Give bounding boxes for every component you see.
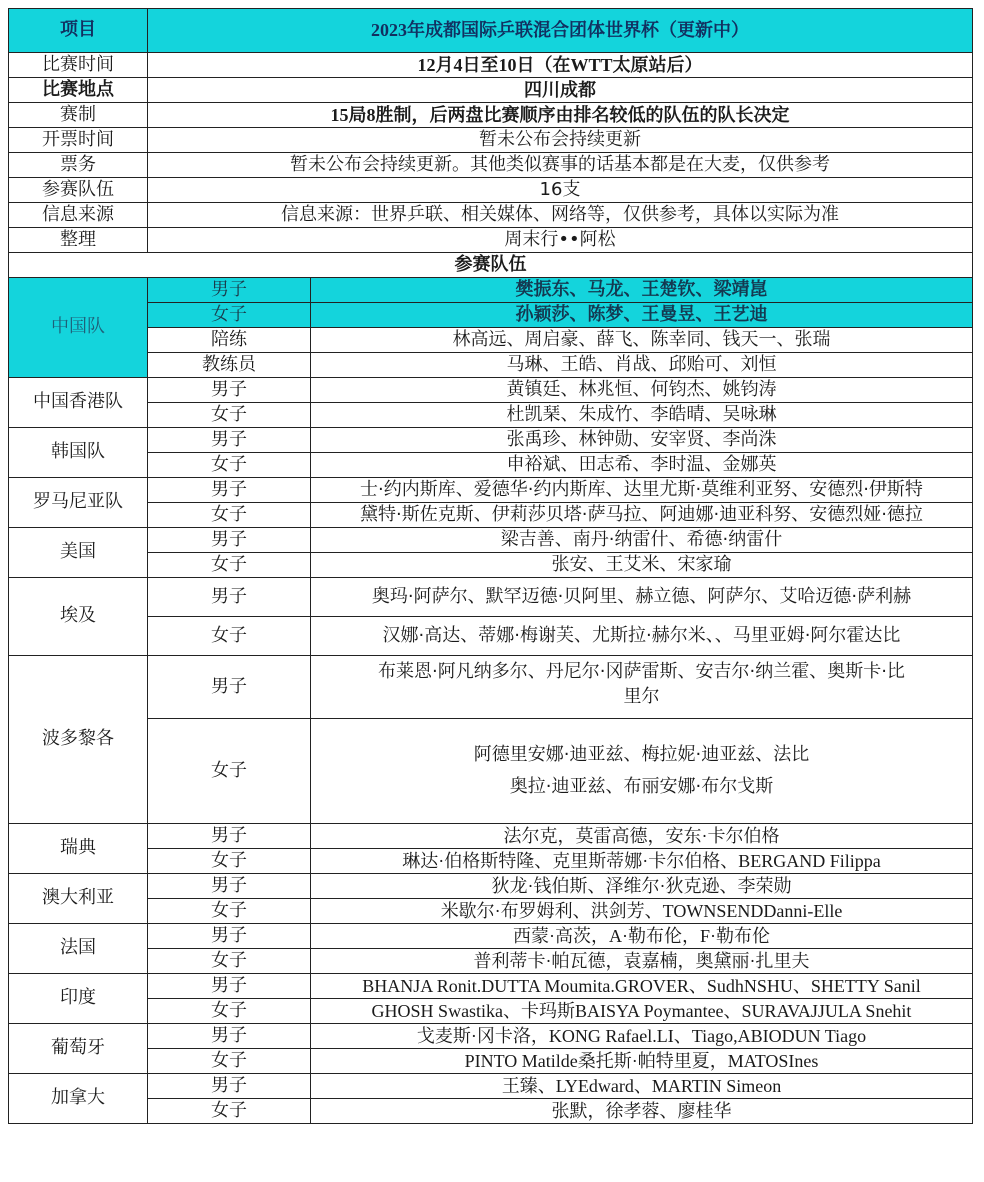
category-label: 教练员 bbox=[148, 353, 311, 378]
player-names: 张禹珍、林钟勋、安宰贤、李尚洙 bbox=[311, 428, 973, 453]
player-names: 士·约内斯库、爱德华·约内斯库、达里尤斯·莫维利亚努、安德烈·伊斯特 bbox=[311, 478, 973, 503]
player-names bbox=[311, 719, 973, 824]
team-row bbox=[9, 1049, 973, 1074]
player-names: 林高远、周启豪、薛飞、陈幸同、钱天一、张瑞 bbox=[311, 328, 973, 353]
team-row bbox=[9, 553, 973, 578]
team-row bbox=[9, 503, 973, 528]
info-value: 四川成都 bbox=[148, 78, 973, 103]
category-label: 女子 bbox=[148, 553, 311, 578]
team-name-canada: 加拿大 bbox=[9, 1074, 148, 1124]
team-row bbox=[9, 974, 973, 999]
team-row bbox=[9, 328, 973, 353]
team-name-usa: 美国 bbox=[9, 528, 148, 578]
player-names: 杜凯琹、朱成竹、李皓晴、吴咏琳 bbox=[311, 403, 973, 428]
info-key: 信息来源 bbox=[9, 203, 148, 228]
player-names: 王臻、LYEdward、MARTIN Simeon bbox=[311, 1074, 973, 1099]
info-value: 信息来源：世界乒联、相关媒体、网络等，仅供参考，具体以实际为准 bbox=[148, 203, 973, 228]
category-label: 女子 bbox=[148, 1049, 311, 1074]
player-names-line: 里尔 bbox=[623, 686, 660, 708]
category-label: 男子 bbox=[148, 924, 311, 949]
team-row bbox=[9, 999, 973, 1024]
category-label: 女子 bbox=[148, 899, 311, 924]
category-label: 男子 bbox=[148, 378, 311, 403]
info-row-teams-count bbox=[9, 178, 973, 203]
category-label: 女子 bbox=[148, 403, 311, 428]
category-label: 女子 bbox=[148, 999, 311, 1024]
team-row bbox=[9, 924, 973, 949]
category-label: 女子 bbox=[148, 719, 311, 824]
player-names: 戈麦斯·冈卡洛，KONG Rafael.LI、Tiago,ABIODUN Tiago bbox=[311, 1024, 973, 1049]
team-row bbox=[9, 849, 973, 874]
team-row bbox=[9, 428, 973, 453]
team-name-australia: 澳大利亚 bbox=[9, 874, 148, 924]
player-names: 黛特·斯佐克斯、伊莉莎贝塔·萨马拉、阿迪娜·迪亚科努、安德烈娅·德拉 bbox=[311, 503, 973, 528]
info-row-source bbox=[9, 203, 973, 228]
section-header-teams bbox=[9, 253, 973, 278]
category-label: 女子 bbox=[148, 849, 311, 874]
info-row-format bbox=[9, 103, 973, 128]
category-label: 女子 bbox=[148, 949, 311, 974]
team-name-china: 中国队 bbox=[9, 278, 148, 378]
player-names: 樊振东、马龙、王楚钦、梁靖崑 bbox=[311, 278, 973, 303]
category-label: 男子 bbox=[148, 1024, 311, 1049]
player-names: BHANJA Ronit.DUTTA Moumita.GROVER、SudhNSHU、SHETTY Sanil bbox=[311, 974, 973, 999]
category-label: 女子 bbox=[148, 617, 311, 656]
player-names: 梁吉善、南丹·纳雷什、希德·纳雷什 bbox=[311, 528, 973, 553]
info-value: 15局8胜制，后两盘比赛顺序由排名较低的队伍的队长决定 bbox=[148, 103, 973, 128]
player-names bbox=[311, 656, 973, 719]
team-row bbox=[9, 303, 973, 328]
team-name-france: 法国 bbox=[9, 924, 148, 974]
info-key: 比赛地点 bbox=[9, 78, 148, 103]
team-row bbox=[9, 453, 973, 478]
team-row bbox=[9, 403, 973, 428]
team-name-india: 印度 bbox=[9, 974, 148, 1024]
team-row bbox=[9, 1074, 973, 1099]
player-names: 米歇尔·布罗姆利、洪剑芳、TOWNSENDDanni-Elle bbox=[311, 899, 973, 924]
team-name-hong-kong: 中国香港队 bbox=[9, 378, 148, 428]
team-row bbox=[9, 949, 973, 974]
category-label: 女子 bbox=[148, 453, 311, 478]
team-row bbox=[9, 874, 973, 899]
category-label: 男子 bbox=[148, 528, 311, 553]
team-name-portugal: 葡萄牙 bbox=[9, 1024, 148, 1074]
team-row bbox=[9, 617, 973, 656]
title-row bbox=[9, 9, 973, 53]
player-names: 张默，徐孝蓉、廖桂华 bbox=[311, 1099, 973, 1124]
player-names: 孙颖莎、陈梦、王曼昱、王艺迪 bbox=[311, 303, 973, 328]
team-name-egypt: 埃及 bbox=[9, 578, 148, 656]
player-names: 普利蒂卡·帕瓦德，袁嘉楠，奥黛丽·扎里夫 bbox=[311, 949, 973, 974]
category-label: 男子 bbox=[148, 974, 311, 999]
player-names: 申裕斌、田志希、李时温、金娜英 bbox=[311, 453, 973, 478]
team-row bbox=[9, 353, 973, 378]
player-names: 汉娜·高达、蒂娜·梅谢芙、尤斯拉·赫尔米、、马里亚姆·阿尔霍达比 bbox=[311, 617, 973, 656]
player-names: 奥玛·阿萨尔、默罕迈德·贝阿里、赫立德、阿萨尔、艾哈迈德·萨利赫 bbox=[311, 578, 973, 617]
category-label: 男子 bbox=[148, 428, 311, 453]
category-label: 男子 bbox=[148, 874, 311, 899]
category-label: 男子 bbox=[148, 478, 311, 503]
info-key: 票务 bbox=[9, 153, 148, 178]
info-value: 12月4日至10日（在WTT太原站后） bbox=[148, 53, 973, 78]
team-row bbox=[9, 578, 973, 617]
player-names: 张安、王艾米、宋家瑜 bbox=[311, 553, 973, 578]
category-label: 男子 bbox=[148, 278, 311, 303]
player-names: 黄镇廷、林兆恒、何钧杰、姚钧涛 bbox=[311, 378, 973, 403]
info-key: 整理 bbox=[9, 228, 148, 253]
category-label: 女子 bbox=[148, 503, 311, 528]
team-row bbox=[9, 824, 973, 849]
team-row bbox=[9, 1099, 973, 1124]
info-row-ticketing bbox=[9, 153, 973, 178]
team-name-puerto-rico: 波多黎各 bbox=[9, 656, 148, 824]
info-row-ticket-open bbox=[9, 128, 973, 153]
team-row bbox=[9, 1024, 973, 1049]
player-names: 马琳、王皓、肖战、邱贻可、刘恒 bbox=[311, 353, 973, 378]
team-row bbox=[9, 528, 973, 553]
category-label: 陪练 bbox=[148, 328, 311, 353]
info-value: 周末行••阿松 bbox=[148, 228, 973, 253]
player-names-line: 阿德里安娜·迪亚兹、梅拉妮·迪亚兹、法比 bbox=[473, 744, 810, 765]
info-row-match-time bbox=[9, 53, 973, 78]
player-names: 狄龙·钱伯斯、泽维尔·狄克逊、李荣勋 bbox=[311, 874, 973, 899]
team-row bbox=[9, 478, 973, 503]
category-label: 女子 bbox=[148, 1099, 311, 1124]
category-label: 男子 bbox=[148, 824, 311, 849]
player-names-line: 奥拉·迪亚兹、布丽安娜·布尔戈斯 bbox=[509, 776, 774, 797]
player-names-line: 布莱恩·阿凡纳多尔、丹尼尔·冈萨雷斯、安吉尔·纳兰霍、奥斯卡·比 bbox=[378, 660, 905, 682]
player-names: 西蒙·高茨，A·勒布伦，F·勒布伦 bbox=[311, 924, 973, 949]
info-value: 暂未公布会持续更新。其他类似赛事的话基本都是在大麦，仅供参考 bbox=[148, 153, 973, 178]
info-value: 暂未公布会持续更新 bbox=[148, 128, 973, 153]
team-name-sweden: 瑞典 bbox=[9, 824, 148, 874]
category-label: 男子 bbox=[148, 656, 311, 719]
team-name-korea: 韩国队 bbox=[9, 428, 148, 478]
section-title: 参赛队伍 bbox=[9, 253, 973, 278]
team-row bbox=[9, 899, 973, 924]
info-key: 开票时间 bbox=[9, 128, 148, 153]
world-cup-info-table bbox=[8, 8, 973, 1124]
info-key: 参赛队伍 bbox=[9, 178, 148, 203]
info-key: 赛制 bbox=[9, 103, 148, 128]
team-row bbox=[9, 378, 973, 403]
player-names: GHOSH Swastika、卡玛斯BAISYA Poymantee、SURAVAJJULA Snehit bbox=[311, 999, 973, 1024]
team-row bbox=[9, 719, 973, 824]
team-row bbox=[9, 278, 973, 303]
team-row bbox=[9, 656, 973, 719]
player-names: 琳达·伯格斯特隆、克里斯蒂娜·卡尔伯格、BERGAND Filippa bbox=[311, 849, 973, 874]
player-names: PINTO Matilde桑托斯·帕特里夏，MATOSInes bbox=[311, 1049, 973, 1074]
category-label: 女子 bbox=[148, 303, 311, 328]
info-row-venue bbox=[9, 78, 973, 103]
player-names: 法尔克，莫雷高德，安东·卡尔伯格 bbox=[311, 824, 973, 849]
info-key: 比赛时间 bbox=[9, 53, 148, 78]
header-item-label: 项目 bbox=[9, 9, 148, 53]
team-name-romania: 罗马尼亚队 bbox=[9, 478, 148, 528]
page-title: 2023年成都国际乒联混合团体世界杯（更新中） bbox=[148, 9, 973, 53]
category-label: 男子 bbox=[148, 1074, 311, 1099]
category-label: 男子 bbox=[148, 578, 311, 617]
info-row-compiler bbox=[9, 228, 973, 253]
info-value: 16支 bbox=[148, 178, 973, 203]
